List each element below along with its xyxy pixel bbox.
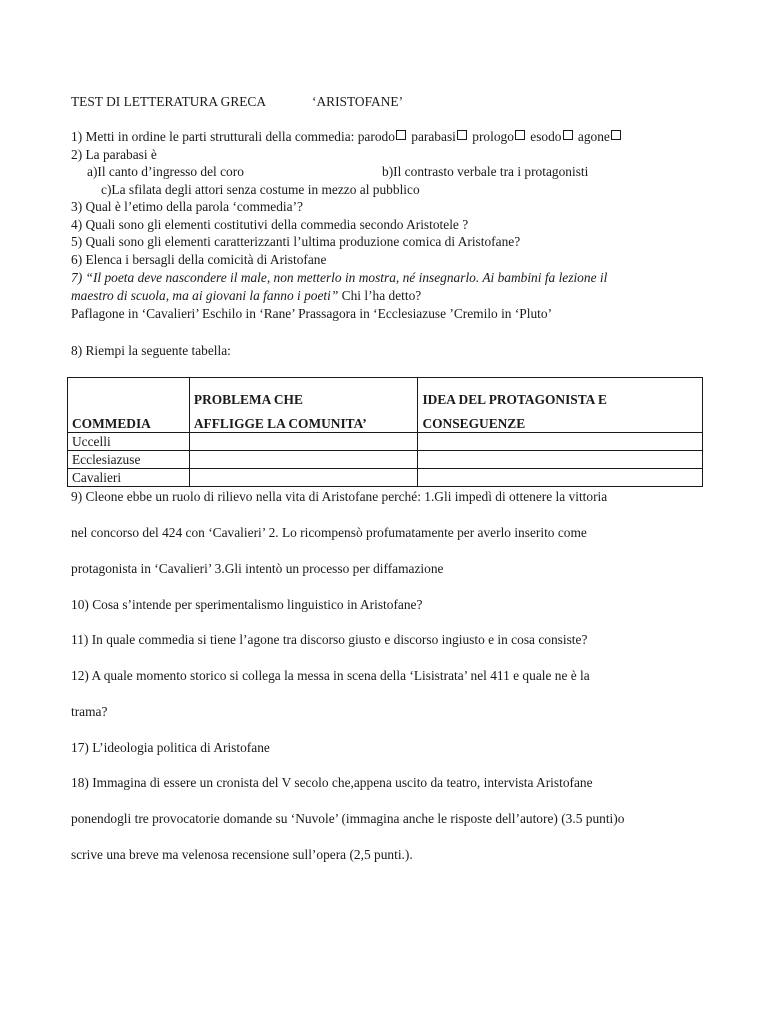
checkbox-parabasi[interactable] xyxy=(457,130,467,140)
question-18-line2: ponendogli tre provocatorie domande su ‘Nuvole’ (immagina anche le risposte dell’autore) (3.5 punti)o xyxy=(71,811,625,826)
question-12-line1: 12) A quale momento storico si collega la messa in scena della ‘Lisistrata’ nel 411 e quale ne è la xyxy=(71,668,590,683)
question-3: 3) Qual è l’etimo della parola ‘commedia’? xyxy=(71,199,304,214)
page-title xyxy=(71,93,403,110)
question-9-line2: nel concorso del 424 con ‘Cavalieri’ 2. Lo ricompensò profumatamente per averlo inserito come xyxy=(71,525,587,540)
cell-commedia: Cavalieri xyxy=(68,469,190,487)
question-18-line3: scrive una breve ma velenosa recensione sull’opera (2,5 punti.). xyxy=(71,847,413,862)
table-row xyxy=(68,433,703,451)
checkbox-agone[interactable] xyxy=(611,130,621,140)
question-17: 17) L’ideologia politica di Aristofane xyxy=(71,740,270,755)
cell-problema[interactable] xyxy=(189,451,418,469)
q1-text: 1) Metti in ordine le parti strutturali della commedia: xyxy=(71,129,355,144)
header-commedia: COMMEDIA xyxy=(68,378,190,433)
question-18-line1: 18) Immagina di essere un cronista del V secolo che,appena uscito da teatro, intervista Aristofane xyxy=(71,775,593,790)
fill-in-table xyxy=(67,377,703,487)
cell-commedia: Ecclesiazuse xyxy=(68,451,190,469)
question-7-options: Paflagone in ‘Cavalieri’ Eschilo in ‘Rane’ Prassagora in ‘Ecclesiazuse ’Cremilo in ‘Pluto’ xyxy=(71,306,553,321)
cell-idea[interactable] xyxy=(418,433,703,451)
subtitle-text: ‘ARISTOFANE’ xyxy=(312,94,404,109)
cell-commedia: Uccelli xyxy=(68,433,190,451)
checkbox-prologo[interactable] xyxy=(515,130,525,140)
option-prologo: prologo xyxy=(472,129,514,144)
cell-idea[interactable] xyxy=(418,451,703,469)
question-8: 8) Riempi la seguente tabella: xyxy=(71,343,231,358)
checkbox-parodo[interactable] xyxy=(396,130,406,140)
question-9-line3: protagonista in ‘Cavalieri’ 3.Gli intentò un processo per diffamazione xyxy=(71,561,444,576)
option-parabasi: parabasi xyxy=(411,129,456,144)
option-agone: agone xyxy=(577,129,610,144)
header-idea: IDEA DEL PROTAGONISTA E CONSEGUENZE xyxy=(418,378,703,433)
question-7-quote-end xyxy=(71,287,421,304)
checkbox-esodo[interactable] xyxy=(563,130,573,140)
q7-question: Chi l’ha detto? xyxy=(341,288,422,303)
q7-quote-italic: maestro di scuola, ma ai giovani la fanno i poeti” xyxy=(71,288,339,303)
header-problema: PROBLEMA CHE AFFLIGGE LA COMUNITA’ xyxy=(189,378,418,433)
question-12-line2: trama? xyxy=(71,704,108,719)
question-4: 4) Quali sono gli elementi costitutivi della commedia secondo Aristotele ? xyxy=(71,217,469,232)
question-1 xyxy=(71,128,623,145)
title-text: TEST DI LETTERATURA GRECA xyxy=(71,94,266,109)
question-5: 5) Quali sono gli elementi caratterizzanti l’ultima produzione comica di Aristofane? xyxy=(71,234,521,249)
cell-problema[interactable] xyxy=(189,433,418,451)
q2-option-a: a)Il canto d’ingresso del coro xyxy=(87,164,244,179)
question-11: 11) In quale commedia si tiene l’agone tra discorso giusto e discorso ingiusto e in cosa consiste? xyxy=(71,632,588,647)
question-9-line1: 9) Cleone ebbe un ruolo di rilievo nella vita di Aristofane perché: 1.Gli impedì di ottenere la vittoria xyxy=(71,489,608,504)
question-6: 6) Elenca i bersagli della comicità di Aristofane xyxy=(71,252,327,267)
table-row xyxy=(68,451,703,469)
q2-option-c: c)La sfilata degli attori senza costume in mezzo al pubblico xyxy=(101,182,420,197)
table-row xyxy=(68,469,703,487)
option-esodo: esodo xyxy=(530,129,562,144)
table-header-row xyxy=(68,378,703,433)
q2-option-b: b)Il contrasto verbale tra i protagonisti xyxy=(382,164,589,179)
question-10: 10) Cosa s’intende per sperimentalismo linguistico in Aristofane? xyxy=(71,597,423,612)
question-7-quote: 7) “Il poeta deve nascondere il male, non metterlo in mostra, né insegnarlo. Ai bambini fa lezione il xyxy=(71,270,608,285)
option-parodo: parodo xyxy=(357,129,395,144)
cell-problema[interactable] xyxy=(189,469,418,487)
cell-idea[interactable] xyxy=(418,469,703,487)
question-2: 2) La parabasi è xyxy=(71,147,157,162)
